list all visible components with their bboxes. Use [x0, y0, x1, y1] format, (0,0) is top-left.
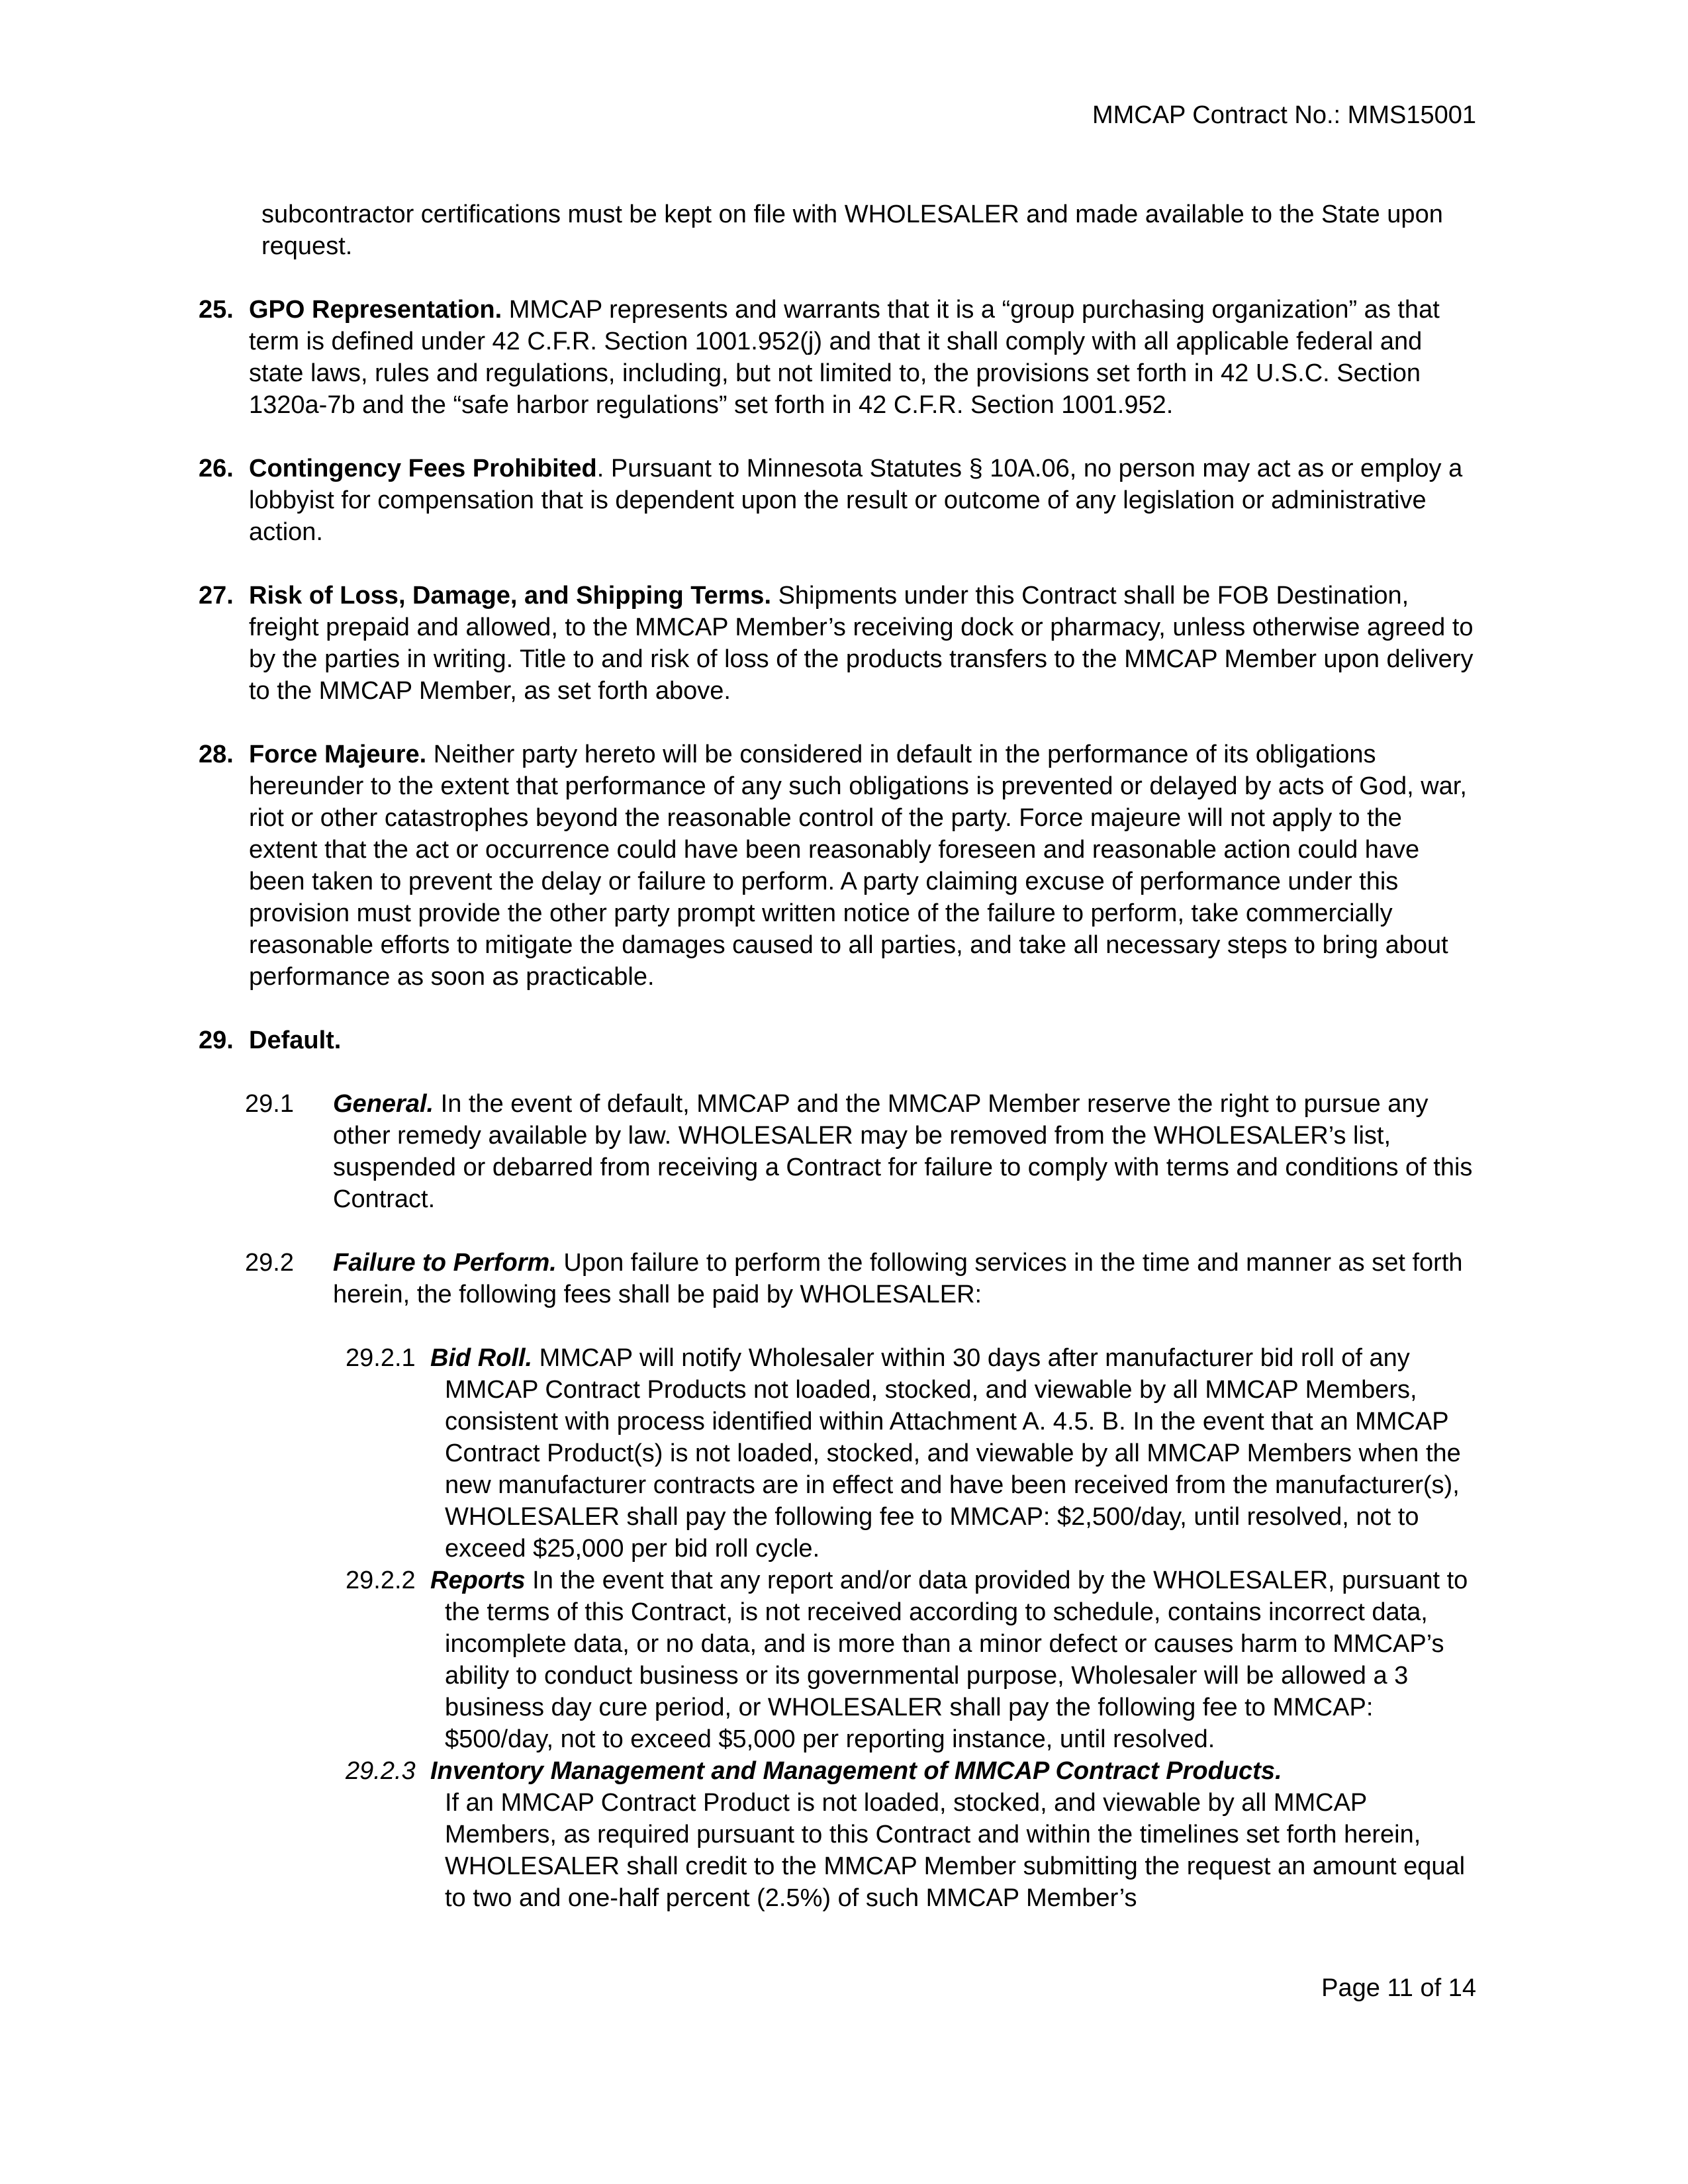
- continuation-paragraph: subcontractor certifications must be kept on file with WHOLESALER and made available to the State upon request.: [261, 201, 1443, 260]
- section-28: [199, 739, 1476, 993]
- subsubsection-29-2-1: [346, 1342, 1476, 1565]
- section-number: 26.: [199, 455, 234, 482]
- subsection-29-2: [245, 1247, 1476, 1310]
- subsection-title: General.: [333, 1090, 434, 1118]
- section-27: [199, 580, 1476, 707]
- section-number: 27.: [199, 582, 234, 610]
- subsubsection-title: Reports: [430, 1567, 526, 1594]
- section-text: MMCAP represents and warrants that it is a “group purchasing organization” as that term is defined under 42 C.F.R. Section 1001.952(j) and that it shall comply with all applicable federal and state laws, rules and regulations, including, but not limited to, the provisions set forth in 42 U.S.C. Section 1320a-7b and the “safe harbor regulations” set forth in 42 C.F.R. Section 1001.952.: [249, 296, 1440, 419]
- page-number: Page 11 of 14: [1321, 1974, 1476, 2002]
- subsection-text: In the event of default, MMCAP and the MMCAP Member reserve the right to pursue any other remedy available by law. WHOLESALER may be removed from the WHOLESALER’s list, suspended or debarred from receiving a Contract for failure to comply with terms and conditions of this Contract.: [333, 1090, 1473, 1213]
- section-26: [199, 453, 1476, 548]
- subsubsection-number: 29.2.1: [346, 1344, 416, 1372]
- subsection-number: 29.2: [245, 1249, 294, 1277]
- subsection-number: 29.1: [245, 1090, 294, 1118]
- section-text: Neither party hereto will be considered in default in the performance of its obligations hereunder to the extent that performance of any such obligations is prevented or delayed by acts of God, war, riot or other catastrophes beyond the reasonable control of the party. Force majeure will not apply to the extent that the act or occurrence could have been reasonably foreseen and reasonable action could have been taken to prevent the delay or failure to perform. A party claiming excuse of performance under this provision must provide the other party prompt written notice of the failure to perform, take commercially reasonable efforts to mitigate the damages caused to all parties, and take all necessary steps to bring about performance as soon as practicable.: [249, 741, 1467, 991]
- section-text: Shipments under this Contract shall be FOB Destination, freight prepaid and allowed, to the MMCAP Member’s receiving dock or pharmacy, unless otherwise agreed to by the parties in writing. Title to and risk of loss of the products transfers to the MMCAP Member upon delivery to the MMCAP Member, as set forth above.: [249, 582, 1474, 705]
- subsection-title: Failure to Perform.: [333, 1249, 557, 1277]
- subsection-text: Upon failure to perform the following services in the time and manner as set forth herein, the following fees shall be paid by WHOLESALER:: [333, 1249, 1463, 1308]
- header-contract-number: MMCAP Contract No.: MMS15001: [1092, 101, 1476, 129]
- section-number: 25.: [199, 296, 234, 324]
- section-title: Contingency Fees Prohibited: [249, 455, 597, 482]
- section-25: [199, 294, 1476, 421]
- subsubsection-title: Inventory Management and Management of MMCAP Contract Products.: [430, 1757, 1282, 1785]
- section-number: 28.: [199, 741, 234, 768]
- section-number: 29.: [199, 1026, 234, 1054]
- document-body: [199, 199, 1476, 1914]
- section-29: [199, 1024, 1476, 1056]
- subsection-29-1: [245, 1088, 1476, 1215]
- section-title: Risk of Loss, Damage, and Shipping Terms.: [249, 582, 772, 610]
- subsubsection-number: 29.2.3: [346, 1757, 416, 1785]
- subsubsection-title: Bid Roll.: [430, 1344, 533, 1372]
- section-title: Force Majeure.: [249, 741, 427, 768]
- section-title: Default.: [249, 1026, 342, 1054]
- subsubsection-text: In the event that any report and/or data provided by the WHOLESALER, pursuant to the terms of this Contract, is not received according to schedule, contains incorrect data, incomplete data, or no data, and is more than a minor defect or causes harm to MMCAP’s ability to conduct business or its governmental purpose, Wholesaler will be allowed a 3 business day cure period, or WHOLESALER shall pay the following fee to MMCAP: $500/day, not to exceed $5,000 per reporting instance, until resolved.: [445, 1567, 1468, 1753]
- section-text: . Pursuant to Minnesota Statutes § 10A.06, no person may act as or employ a lobbyist for compensation that is dependent upon the result or outcome of any legislation or administrative action.: [249, 455, 1463, 546]
- subsubsection-text: MMCAP will notify Wholesaler within 30 days after manufacturer bid roll of any MMCAP Contract Products not loaded, stocked, and viewable by all MMCAP Members, consistent with process identified within Attachment A. 4.5. B. In the event that an MMCAP Contract Product(s) is not loaded, stocked, and viewable by all MMCAP Members when the new manufacturer contracts are in effect and have been received from the manufacturer(s), WHOLESALER shall pay the following fee to MMCAP: $2,500/day, until resolved, not to exceed $25,000 per bid roll cycle.: [445, 1344, 1461, 1563]
- subsubsection-number: 29.2.2: [346, 1567, 416, 1594]
- subsubsection-text: If an MMCAP Contract Product is not loaded, stocked, and viewable by all MMCAP Members, as required pursuant to this Contract and within the timelines set forth herein, WHOLESALER shall credit to the MMCAP Member submitting the request an amount equal to two and one-half percent (2.5%) of such MMCAP Member’s: [445, 1789, 1466, 1912]
- subsubsection-29-2-2: [346, 1565, 1476, 1755]
- section-title: GPO Representation.: [249, 296, 502, 324]
- subsubsection-29-2-3: [346, 1755, 1476, 1914]
